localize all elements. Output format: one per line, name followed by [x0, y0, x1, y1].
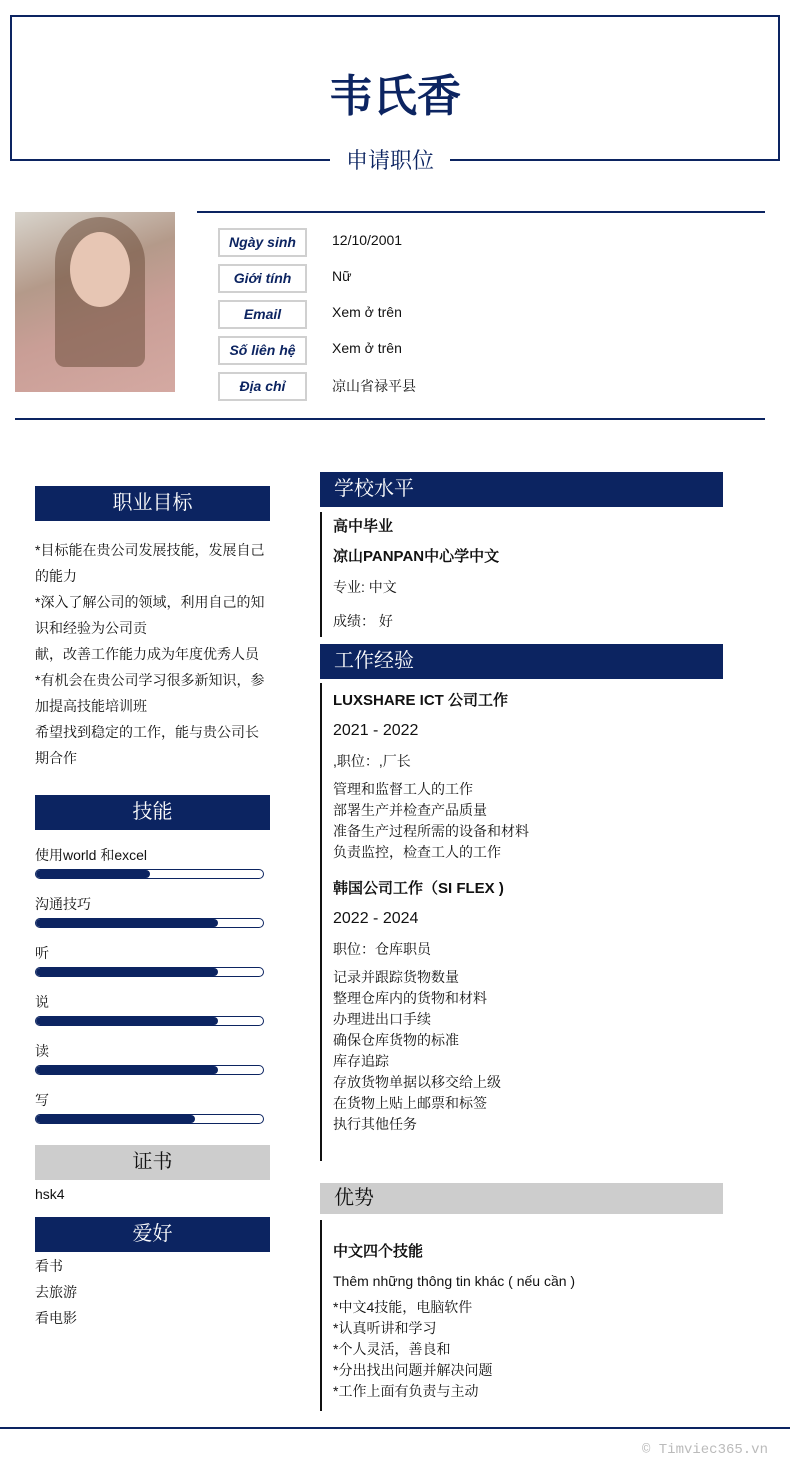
job-task: 部署生产并检查产品质量: [333, 802, 487, 818]
education-school: 凉山PANPAN中心学中文: [333, 548, 500, 565]
job-task: 管理和监督工人的工作: [333, 781, 473, 797]
footer-divider: [0, 1427, 790, 1429]
job-task: 在货物上贴上邮票和标签: [333, 1095, 487, 1111]
strengths-heading: 优势: [320, 1183, 723, 1214]
skill-label: 使用world 和excel: [35, 847, 148, 863]
info-row-gender: [218, 264, 718, 293]
certificate-item: hsk4: [35, 1186, 65, 1202]
education-degree: 高中毕业: [333, 518, 394, 535]
job-task: 准备生产过程所需的设备和材料: [333, 823, 529, 839]
header-divider: [10, 159, 330, 161]
info-value: Xem ở trên: [332, 340, 402, 356]
job-task: 整理仓库内的货物和材料: [333, 990, 487, 1006]
divider: [15, 418, 765, 420]
strength-item: *认真听讲和学习: [333, 1320, 437, 1336]
skill-item: [35, 943, 264, 977]
education-major: 专业: 中文: [333, 579, 397, 595]
info-value: Nữ: [332, 268, 352, 284]
skill-item: [35, 894, 264, 928]
skill-progress-fill: [36, 1115, 195, 1123]
info-row-address: [218, 372, 718, 401]
applied-position: 申请职位: [330, 144, 450, 175]
objective-line: 献，改善工作能力成为年度优秀人员: [35, 646, 259, 662]
info-row-email: [218, 300, 718, 329]
experience-section: [320, 683, 723, 1161]
job-task: 存放货物单据以移交给上级: [333, 1074, 501, 1090]
certificates-heading: 证书: [35, 1145, 270, 1180]
job-task: 确保仓库货物的标准: [333, 1032, 459, 1048]
info-label: Số liên hệ: [218, 336, 307, 365]
skill-progress-bar: [35, 967, 264, 977]
info-value: 凉山省禄平县: [332, 378, 416, 394]
header-divider: [450, 159, 780, 161]
skill-progress-fill: [36, 1017, 218, 1025]
objective-text: [35, 537, 270, 771]
hobbies-heading: 爱好: [35, 1217, 270, 1252]
skill-label: 写: [35, 1092, 49, 1108]
job-task: 执行其他任务: [333, 1116, 417, 1132]
skill-progress-bar: [35, 1016, 264, 1026]
skill-label: 沟通技巧: [35, 896, 91, 912]
info-value: 12/10/2001: [332, 232, 403, 248]
job-task: 办理进出口手续: [333, 1011, 431, 1027]
strength-item: *分出找出问题并解决问题: [333, 1362, 493, 1378]
skill-item: [35, 845, 264, 879]
job-role: 职位：仓库职员: [333, 941, 431, 957]
job-company: 韩国公司工作（SI FLEX ): [333, 880, 504, 897]
job-role: ,职位：,厂长: [333, 753, 411, 769]
skill-progress-fill: [36, 1066, 218, 1074]
objective-heading: 职业目标: [35, 486, 270, 521]
skill-progress-fill: [36, 968, 218, 976]
skill-progress-bar: [35, 1065, 264, 1075]
education-heading: 学校水平: [320, 472, 723, 507]
strengths-section: [320, 1220, 723, 1411]
job-period: 2021 - 2022: [333, 722, 419, 739]
job-period: 2022 - 2024: [333, 910, 419, 927]
objective-line: *深入了解公司的领域，利用自己的知识和经验为公司贡: [35, 594, 265, 636]
hobby-item: 看电影: [35, 1310, 77, 1326]
skill-item: [35, 992, 264, 1026]
strength-item: *个人灵活，善良和: [333, 1341, 451, 1357]
skill-progress-bar: [35, 1114, 264, 1124]
skill-label: 读: [35, 1043, 49, 1059]
skill-item: [35, 1090, 264, 1124]
hobby-item: 看书: [35, 1258, 63, 1274]
skill-label: 听: [35, 945, 49, 961]
skill-progress-fill: [36, 919, 218, 927]
objective-line: *目标能在贵公司发展技能，发展自己的能力: [35, 542, 265, 584]
info-row-dob: [218, 228, 718, 257]
job-task: 负责监控，检查工人的工作: [333, 844, 501, 860]
profile-photo: [15, 212, 175, 392]
education-section: [320, 512, 723, 637]
watermark: © Timviec365.vn: [641, 1442, 768, 1458]
info-label: Ngày sinh: [218, 228, 307, 257]
job-entry: [333, 689, 723, 863]
info-label: Email: [218, 300, 307, 329]
info-label: Địa chỉ: [218, 372, 307, 401]
strengths-subheading: 中文四个技能: [333, 1243, 424, 1260]
hobbies-list: [35, 1253, 270, 1331]
strengths-note: Thêm những thông tin khác ( nếu cần ): [333, 1273, 576, 1289]
info-label: Giới tính: [218, 264, 307, 293]
skill-progress-bar: [35, 918, 264, 928]
objective-line: 希望找到稳定的工作，能与贵公司长期合作: [35, 724, 259, 766]
skills-heading: 技能: [35, 795, 270, 830]
divider: [197, 211, 765, 213]
info-row-phone: [218, 336, 718, 365]
skill-progress-fill: [36, 870, 150, 878]
strength-item: *中文4技能，电脑软件: [333, 1299, 473, 1315]
candidate-name: 韦氏香: [329, 72, 461, 121]
objective-line: *有机会在贵公司学习很多新知识，参加提高技能培训班: [35, 672, 265, 714]
experience-heading: 工作经验: [320, 644, 723, 679]
education-grade: 成绩： 好: [333, 613, 393, 629]
skill-item: [35, 1041, 264, 1075]
hobby-item: 去旅游: [35, 1284, 77, 1300]
job-task: 记录并跟踪货物数量: [333, 969, 459, 985]
info-value: Xem ở trên: [332, 304, 402, 320]
job-task: 库存追踪: [333, 1053, 389, 1069]
job-company: LUXSHARE ICT 公司工作: [333, 692, 509, 709]
skill-label: 说: [35, 994, 49, 1010]
job-entry: [333, 877, 723, 1135]
strength-item: *工作上面有负责与主动: [333, 1383, 479, 1399]
skill-progress-bar: [35, 869, 264, 879]
